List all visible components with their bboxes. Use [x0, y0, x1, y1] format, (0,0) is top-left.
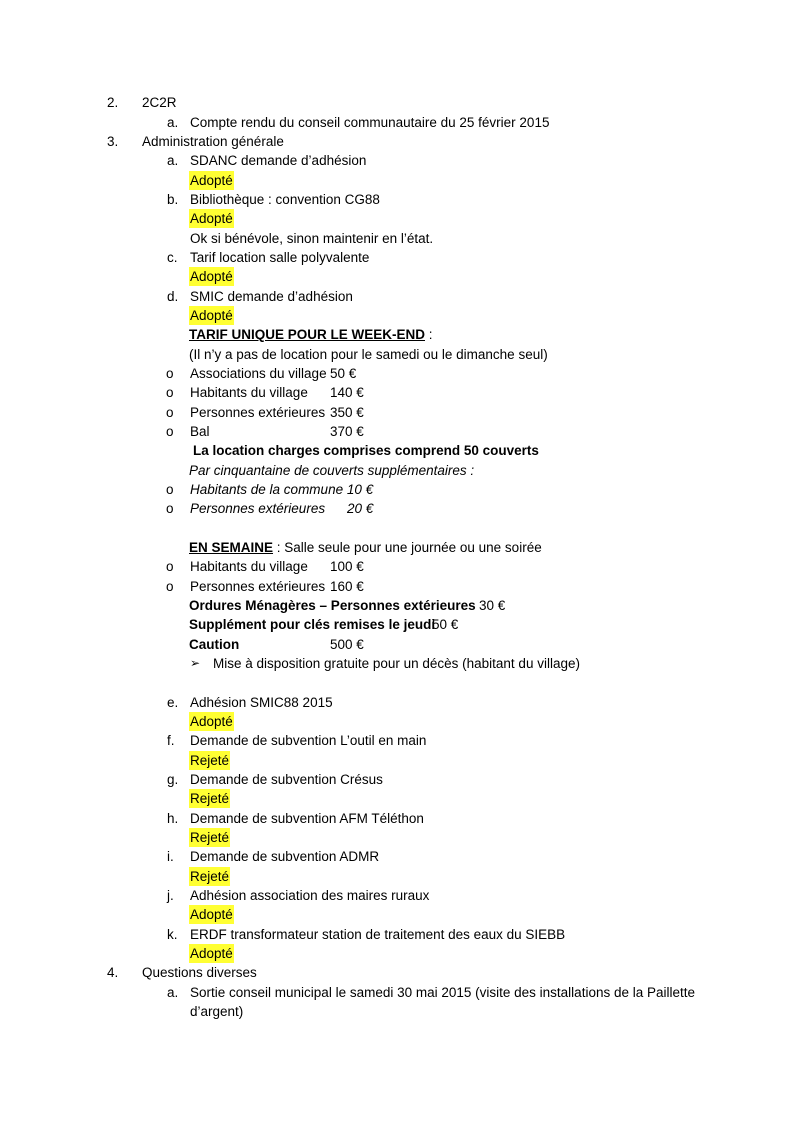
item-letter: e.	[167, 695, 179, 710]
item-text: Demande de subvention ADMR	[190, 849, 380, 864]
status-adopted: Adopté	[190, 269, 233, 284]
arrow-item-text: Mise à disposition gratuite pour un décès (habitant du village)	[213, 656, 580, 671]
item-text: Adhésion SMIC88 2015	[190, 695, 333, 710]
price-label: Personnes extérieures	[190, 501, 326, 516]
status-adopted: Adopté	[190, 173, 233, 188]
item-text: Sortie conseil municipal le samedi 30 mai 2015 (visite des installations de la Paillette	[190, 985, 696, 1000]
item-letter: g.	[167, 772, 179, 787]
item-letter: i.	[167, 849, 174, 864]
item-letter: h.	[167, 811, 179, 826]
item-letter: b.	[167, 192, 179, 207]
status-rejected: Rejeté	[190, 830, 230, 845]
section-4-number: 4.	[107, 965, 119, 980]
price-label: Supplément pour clés remises le jeudi	[189, 617, 436, 632]
price-label: Associations du village	[190, 366, 327, 381]
status-rejected: Rejeté	[190, 753, 230, 768]
price-label: Ordures Ménagères – Personnes extérieures	[189, 598, 476, 613]
status-adopted: Adopté	[190, 946, 233, 961]
item-letter: a.	[167, 985, 179, 1000]
tariff-included-note: La location charges comprises comprend 50 couverts	[193, 443, 539, 458]
status-rejected: Rejeté	[190, 791, 230, 806]
section-2-number: 2.	[107, 95, 119, 110]
price-value: 30 €	[479, 598, 506, 613]
item-letter: k.	[167, 927, 178, 942]
item-text: Demande de subvention Crésus	[190, 772, 383, 787]
list-bullet: o	[166, 501, 174, 516]
list-bullet: o	[166, 366, 174, 381]
price-value: 50 €	[432, 617, 459, 632]
price-label: Bal	[190, 424, 210, 439]
item-text: SMIC demande d’adhésion	[190, 289, 353, 304]
weekday-heading-suffix: : Salle seule pour une journée ou une soirée	[273, 540, 542, 555]
price-value: 50 €	[330, 366, 357, 381]
price-label: Habitants du village	[190, 385, 308, 400]
section-2-title: 2C2R	[142, 95, 177, 110]
list-bullet: o	[166, 579, 174, 594]
price-label: Habitants de la commune 10 €	[190, 482, 374, 497]
list-bullet: o	[166, 405, 174, 420]
item-text: Compte rendu du conseil communautaire du 25 février 2015	[190, 115, 550, 130]
section-3-title: Administration générale	[142, 134, 284, 149]
tariff-heading	[189, 325, 433, 344]
price-label: Habitants du village	[190, 559, 308, 574]
list-bullet: o	[166, 482, 174, 497]
item-letter: d.	[167, 289, 179, 304]
item-text: Demande de subvention AFM Téléthon	[190, 811, 424, 826]
price-value: 350 €	[330, 405, 364, 420]
status-rejected: Rejeté	[190, 869, 230, 884]
price-value: 500 €	[330, 637, 364, 652]
weekday-heading-text: EN SEMAINE	[189, 540, 274, 555]
price-label: Personnes extérieures	[190, 579, 326, 594]
list-bullet: o	[166, 424, 174, 439]
arrow-bullet-icon: ➢	[190, 656, 201, 670]
price-label: Personnes extérieures	[190, 405, 326, 420]
tariff-heading-suffix: :	[425, 327, 433, 342]
tariff-subtitle: (Il n’y a pas de location pour le samedi ou le dimanche seul)	[189, 347, 548, 362]
price-value: 20 €	[347, 501, 374, 516]
status-adopted: Adopté	[190, 308, 233, 323]
status-adopted: Adopté	[190, 211, 233, 226]
item-note: Ok si bénévole, sinon maintenir en l’état.	[190, 231, 434, 246]
item-text-continued: d’argent)	[190, 1004, 244, 1019]
list-bullet: o	[166, 559, 174, 574]
item-text: Adhésion association des maires ruraux	[190, 888, 430, 903]
list-bullet: o	[166, 385, 174, 400]
item-letter: j.	[167, 888, 174, 903]
status-adopted: Adopté	[190, 907, 233, 922]
item-letter: a.	[167, 115, 179, 130]
weekday-heading	[189, 538, 542, 557]
status-adopted: Adopté	[190, 714, 233, 729]
tariff-heading-text: TARIF UNIQUE POUR LE WEEK-END	[189, 327, 425, 342]
item-letter: a.	[167, 153, 179, 168]
item-text: SDANC demande d’adhésion	[190, 153, 367, 168]
price-value: 100 €	[330, 559, 364, 574]
item-letter: c.	[167, 250, 178, 265]
section-4-title: Questions diverses	[142, 965, 257, 980]
item-text: ERDF transformateur station de traitement des eaux du SIEBB	[190, 927, 566, 942]
price-value: 160 €	[330, 579, 364, 594]
item-text: Bibliothèque : convention CG88	[190, 192, 380, 207]
price-value: 370 €	[330, 424, 364, 439]
price-label: Caution	[189, 637, 240, 652]
section-3-number: 3.	[107, 134, 119, 149]
item-text: Demande de subvention L’outil en main	[190, 733, 427, 748]
item-text: Tarif location salle polyvalente	[190, 250, 370, 265]
tariff-extra-heading: Par cinquantaine de couverts supplémentaires :	[189, 463, 475, 478]
price-value: 140 €	[330, 385, 364, 400]
item-letter: f.	[167, 733, 175, 748]
